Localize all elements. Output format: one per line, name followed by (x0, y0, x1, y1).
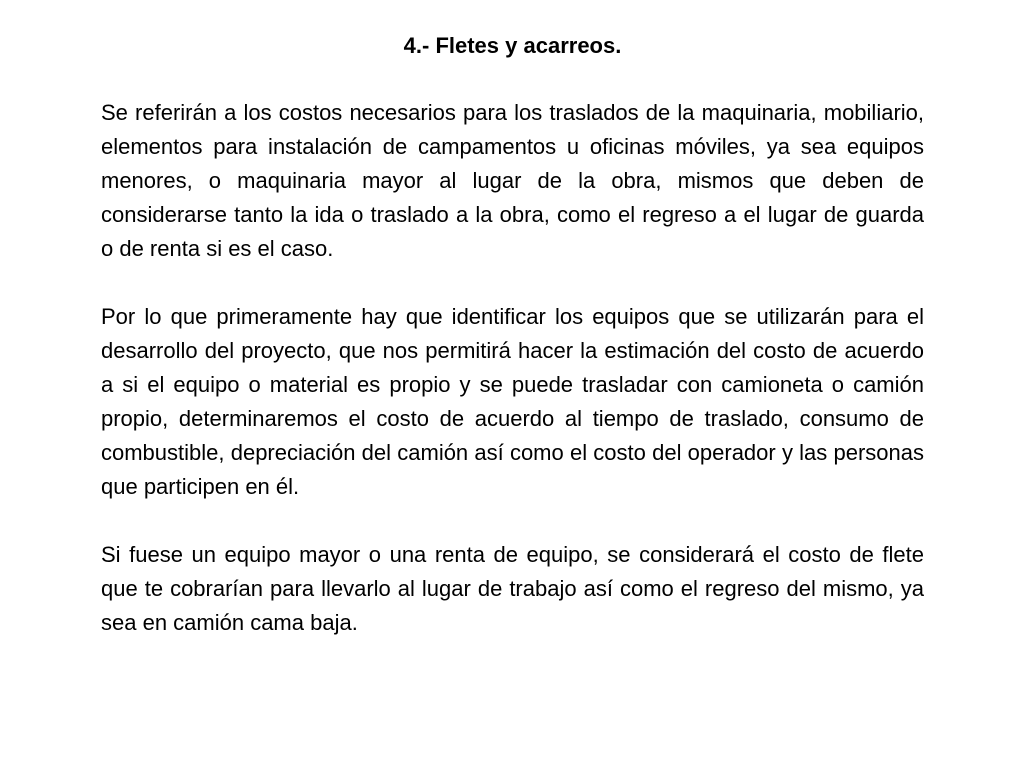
paragraph-major-equipment-rental: Si fuese un equipo mayor o una renta de equipo, se considerará el costo de flete que te cobrarían para llevarlo al lugar de trabajo así como el regreso del mismo, ya sea en camión cama baja. (101, 542, 924, 635)
paragraph-equipment-identification: Por lo que primeramente hay que identificar los equipos que se utilizarán para el desarrollo del proyecto, que nos permitirá hacer la estimación del costo de acuerdo a si el equipo o material es propio y se puede trasladar con camioneta o camión propio, determinaremos el costo de acuerdo al tiempo de traslado, consumo de combustible, depreciación del camión así como el costo del operador y las personas que participen en él. (101, 304, 924, 499)
slide-title: 4.- Fletes y acarreos. (403, 33, 622, 58)
slide-content (101, 29, 924, 640)
paragraph-fletes-definition: Se referirán a los costos necesarios para los traslados de la maquinaria, mobiliario, elementos para instalación de campamentos u oficinas móviles, ya sea equipos menores, o maquinaria mayor al lugar de la obra, mismos que deben de considerarse tanto la ida o traslado a la obra, como el regreso a el lugar de guarda o de renta si es el caso. (101, 100, 924, 261)
